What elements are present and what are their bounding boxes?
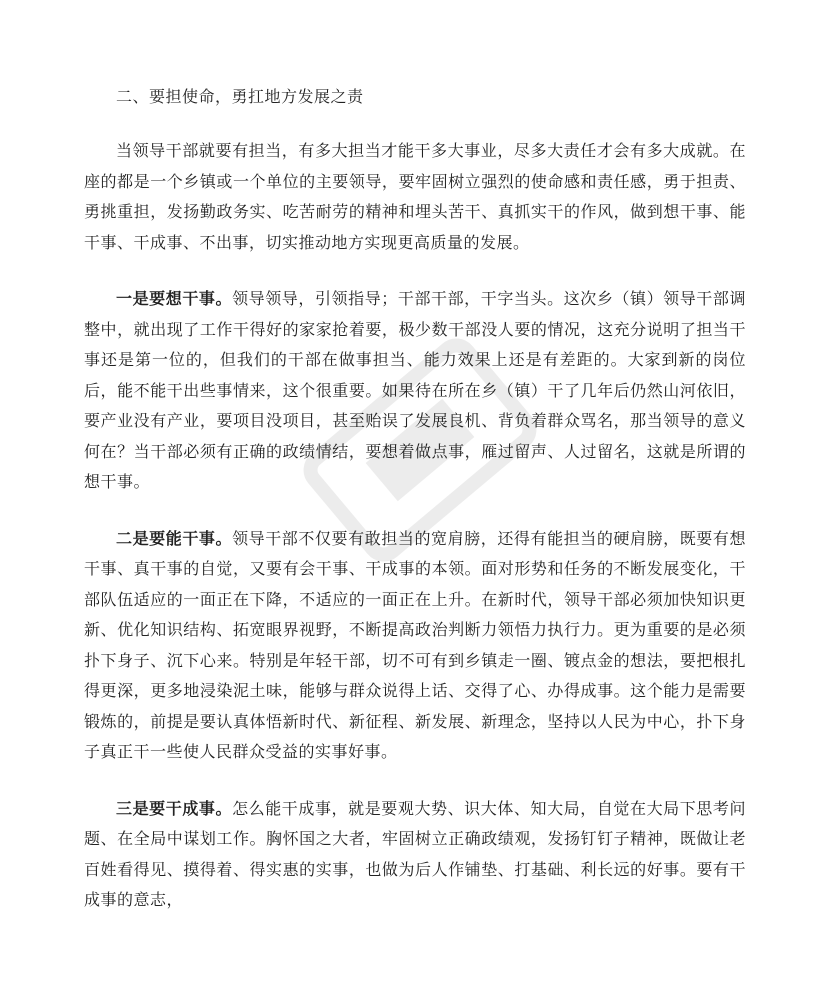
paragraph-want-to-work <box>84 284 746 498</box>
paragraph-lead: 一是要想干事。 <box>116 289 233 308</box>
paragraph-able-to-work <box>84 524 746 768</box>
paragraph-body: 领导领导，引领指导；干部干部，干字当头。这次乡（镇）领导干部调整中，就出现了工作干得好的家家抢着要，极少数干部没人要的情况，这充分说明了担当干事还是第一位的，但我们的干部在做事担当、能力效果上还是有差距的。大家到新的岗位后，能不能干出些事情来，这个很重要。如果待在所在乡（镇）干了几年后仍然山河依旧，要产业没有产业，要项目没项目，甚至贻误了发展良机、背负着群众骂名，那当领导的意义何在？当干部必须有正确的政绩情结，要想着做点事，雁过留声、人过留名，这就是所谓的想干事。 <box>84 289 746 491</box>
paragraph-body: 领导干部不仅要有敢担当的宽肩膀，还得有能担当的硬肩膀，既要有想干事、真干事的自觉，又要有会干事、干成事的本领。面对形势和任务的不断发展变化，干部队伍适应的一面正在下降，不适应的一面正在上升。在新时代，领导干部必须加快知识更新、优化知识结构、拓宽眼界视野，不断提高政治判断力领悟力执行力。更为重要的是必须扑下身子、沉下心来。特别是年轻干部，切不可有到乡镇走一圈、镀点金的想法，要把根扎得更深，更多地浸染泥土味，能够与群众说得上话、交得了心、办得成事。这个能力是需要锻炼的，前提是要认真体悟新时代、新征程、新发展、新理念，坚持以人民为中心，扑下身子真正干一些使人民群众受益的实事好事。 <box>84 528 746 761</box>
paragraph-body: 怎么能干成事，就是要观大势、识大体、知大局，自觉在大局下思考问题、在全局中谋划工作。胸怀国之大者，牢固树立正确政绩观，发扬钉钉子精神，既做让老百姓看得见、摸得着、得实惠的实事，也做为后人作铺垫、打基础、利长远的好事。要有干成事的意志， <box>84 798 746 909</box>
paragraph-lead: 三是要干成事。 <box>116 798 233 818</box>
paragraph-intro <box>84 136 746 258</box>
paragraph-lead: 二是要能干事。 <box>116 528 233 548</box>
paragraph-get-things-done <box>84 794 746 916</box>
section-heading: 二、要担使命，勇扛地方发展之责 <box>116 87 364 106</box>
document-content <box>84 82 746 942</box>
paragraph-body: 当领导干部就要有担当，有多大担当才能干多大事业，尽多大责任才会有多大成就。在座的都是一个乡镇或一个单位的主要领导，要牢固树立强烈的使命感和责任感，勇于担责、勇挑重担，发扬勤政务实、吃苦耐劳的精神和埋头苦干、真抓实干的作风，做到想干事、能干事、干成事、不出事，切实推动地方实现更高质量的发展。 <box>84 141 746 252</box>
